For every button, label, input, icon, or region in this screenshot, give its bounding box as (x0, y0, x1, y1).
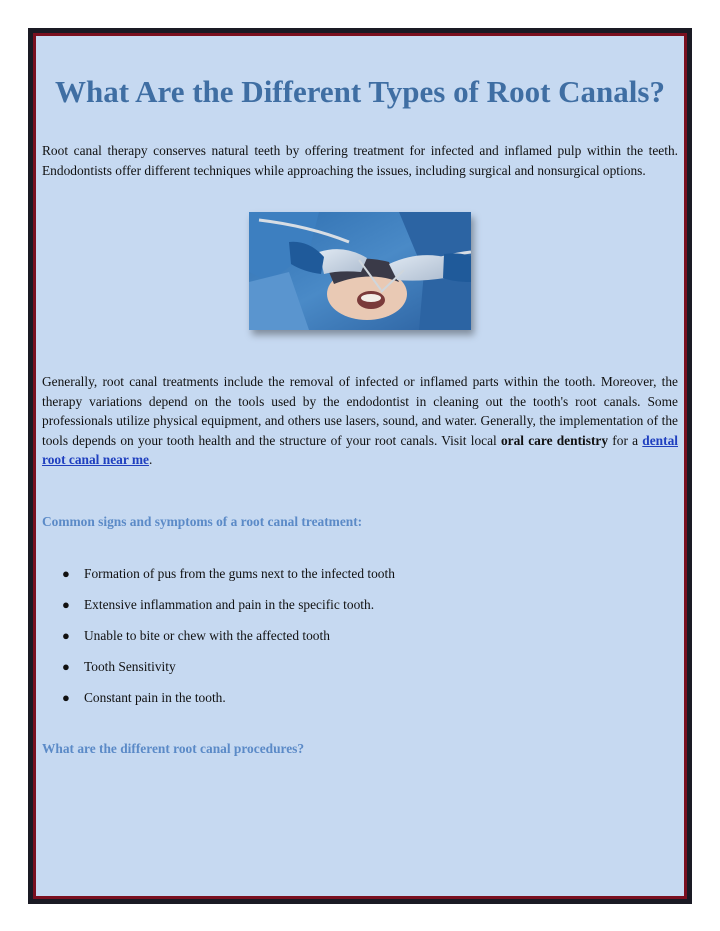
bullet-icon: ● (62, 565, 70, 581)
bullet-icon: ● (62, 627, 70, 643)
body-mid-text: for a (608, 432, 643, 448)
body-paragraph (42, 372, 678, 470)
intro-paragraph: Root canal therapy conserves natural teeth by offering treatment for infected and inflamed pulp within the teeth. Endodontists offer different techniques while approaching the issues, including surgical and nonsurgical options. (42, 143, 678, 178)
list-item-text: Tooth Sensitivity (84, 658, 176, 674)
document-page (36, 36, 684, 896)
body-text: Generally, root canal treatments include the removal of infected or inflamed parts within the tooth. Moreover, the therapy variations depend on the tools used by the endodontist in cleaning out the tooth's root canals. Some professionals utilize physical equipment, and others use lasers, sound, and water. Generally, the implementation of the tools depends on your tooth health and the structure of your root canals. Visit local (42, 374, 678, 448)
bullet-icon: ● (62, 689, 70, 705)
signs-list (42, 564, 678, 707)
list-item-text: Formation of pus from the gums next to the infected tooth (84, 565, 395, 581)
dental-root-canal-link[interactable]: dental root canal near me (42, 432, 678, 467)
document-title: What Are the Different Types of Root Canals? (55, 74, 665, 109)
list-item-text: Extensive inflammation and pain in the specific tooth. (84, 596, 375, 612)
list-item (62, 626, 678, 645)
procedures-heading: What are the different root canal procedures? (42, 740, 305, 756)
dental-procedure-photo (249, 212, 471, 330)
bullet-icon: ● (62, 658, 70, 674)
body-bold-text: oral care dentistry (500, 432, 609, 448)
list-item (62, 564, 678, 583)
list-item (62, 595, 678, 614)
body-end-text: . (148, 452, 153, 467)
list-item-text: Constant pain in the tooth. (84, 689, 226, 705)
list-item-text: Unable to bite or chew with the affected tooth (84, 627, 330, 643)
signs-heading: Common signs and symptoms of a root canal treatment: (42, 513, 363, 529)
list-item (62, 688, 678, 707)
list-item (62, 657, 678, 676)
bullet-icon: ● (62, 596, 70, 612)
